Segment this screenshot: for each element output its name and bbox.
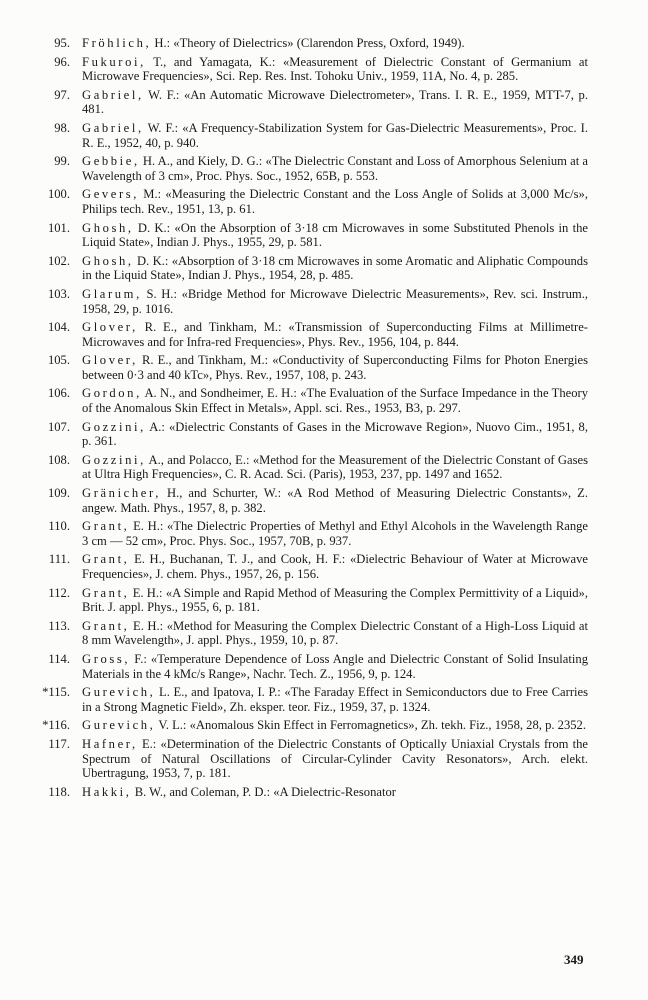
reference-author: Gevers, — [82, 187, 140, 202]
reference-number: 114. — [48, 651, 70, 666]
reference-entry — [20, 486, 588, 515]
reference-entry — [20, 320, 588, 349]
reference-entry — [20, 221, 588, 250]
reference-author: Glover, — [82, 353, 138, 368]
reference-text: R. E., and Tinkham, M.: «Transmission of Superconducting Films at Millimetre-Microwaves and for Infra-red Frequencies», Phys. Rev., 1956, 104, p. 844. — [82, 320, 588, 349]
reference-number: 101. — [47, 220, 70, 235]
reference-number: 106. — [47, 386, 70, 401]
reference-author: Gurevich, — [82, 718, 156, 733]
reference-number: 98. — [54, 120, 70, 135]
reference-entry — [20, 785, 588, 800]
reference-entry — [20, 187, 588, 216]
reference-text: R. E., and Tinkham, M.: «Conductivity of Superconducting Films for Photon Energies between 0·3 and 40 kTc», Phys. Rev., 1957, 108, p. 243. — [82, 353, 588, 382]
reference-number: 118. — [48, 784, 70, 799]
reference-text: A.: «Dielectric Constants of Gases in the Microwave Region», Nuovo Cim., 1951, 8, p. 361. — [82, 419, 588, 449]
reference-entry — [20, 55, 588, 84]
reference-number: *116. — [42, 718, 70, 733]
reference-text: T., and Yamagata, K.: «Measurement of Dielectric Constant of Germanium at Microwave Frequencies», Sci. Rep. Res. Inst. Tohoku Univ., 1959, 11A, No. 4, p. 285. — [82, 54, 588, 84]
reference-author: Fröhlich, — [82, 36, 152, 50]
reference-entry — [20, 287, 588, 316]
reference-number: 107. — [47, 419, 70, 434]
reference-text: H.: «Theory of Dielectrics» (Clarendon Press, Oxford, 1949). — [154, 36, 465, 50]
reference-author: Ghosh, — [82, 253, 134, 268]
reference-author: Ghosh, — [82, 220, 134, 235]
reference-author: Gurevich, — [82, 685, 156, 700]
reference-number: 96. — [54, 54, 70, 69]
reference-number: 100. — [47, 187, 70, 202]
reference-author: Gozzini, — [82, 419, 146, 434]
reference-text: E. H.: «A Simple and Rapid Method of Measuring the Complex Permittivity of a Liquid», Brit. J. appl. Phys., 1955, 6, p. 181. — [82, 585, 588, 615]
reference-entry — [20, 619, 588, 648]
reference-number: 97. — [54, 87, 70, 102]
reference-text: D. K.: «On the Absorption of 3·18 cm Microwaves in some Substituted Phenols in the Liquid State», Indian J. Phys., 1955, 29, p. 581. — [82, 220, 588, 250]
reference-text: F.: «Temperature Dependence of Loss Angle and Dielectric Constant of Solid Insulating Materials in the 4 kMc/s Range», Nachr. Tech. Z., 1956, 9, p. 124. — [82, 651, 588, 681]
reference-author: Gross, — [82, 651, 131, 666]
reference-author: Grant, — [82, 585, 130, 600]
reference-author: Gabriel, — [82, 87, 144, 102]
reference-number: 105. — [47, 353, 70, 368]
reference-number: 112. — [48, 585, 70, 600]
reference-entry — [20, 88, 588, 117]
reference-entry — [20, 718, 588, 733]
reference-number: 109. — [47, 486, 70, 501]
reference-author: Gozzini, — [82, 452, 146, 467]
reference-entry — [20, 519, 588, 548]
reference-author: Gordon, — [82, 386, 142, 401]
reference-author: Hakki, — [82, 784, 132, 799]
reference-author: Gabriel, — [82, 120, 144, 135]
reference-number: 95. — [54, 36, 70, 50]
reference-number: 108. — [47, 452, 70, 467]
reference-number: 117. — [48, 736, 70, 751]
reference-number: 102. — [47, 253, 70, 268]
reference-entry — [20, 154, 588, 183]
reference-entry — [20, 552, 588, 581]
reference-entry — [20, 121, 588, 150]
reference-entry — [20, 652, 588, 681]
reference-entry — [20, 420, 588, 449]
reference-text: A. N., and Sondheimer, E. H.: «The Evaluation of the Surface Impedance in the Theory of the Anomalous Skin Effect in Metals», Appl. sci. Res., 1953, B3, p. 297. — [82, 386, 588, 416]
reference-text: W. F.: «A Frequency-Stabilization System for Gas-Dielectric Measurements», Proc. I. R. E., 1952, 40, p. 940. — [82, 120, 589, 150]
reference-text: S. H.: «Bridge Method for Microwave Dielectric Measurements», Rev. sci. Instrum., 1958, 29, p. 1016. — [82, 286, 589, 316]
reference-entry — [20, 353, 588, 382]
reference-entry — [20, 453, 588, 482]
reference-entry — [20, 36, 588, 51]
reference-text: L. E., and Ipatova, I. P.: «The Faraday Effect in Semiconductors due to Free Carries in a Strong Magnetic Field», Zh. eksper. teor. Fiz., 1959, 37, p. 1324. — [82, 685, 589, 714]
reference-number: 111. — [48, 552, 70, 567]
reference-number: 99. — [54, 154, 70, 169]
reference-text: B. W., and Coleman, P. D.: «A Dielectric-Resonator — [134, 784, 396, 799]
reference-list — [20, 36, 588, 803]
reference-author: Grant, — [82, 519, 130, 534]
reference-text: E. H.: «The Dielectric Properties of Methyl and Ethyl Alcohols in the Wavelength Range 3 cm — 52 cm», Proc. Phys. Soc., 1957, 70B, p. 937. — [82, 519, 588, 548]
reference-text: H. A., and Kiely, D. G.: «The Dielectric Constant and Loss of Amorphous Selenium at a Wavelength of 3 cm», Proc. Phys. Soc., 1952, 65B, p. 553. — [82, 154, 588, 183]
reference-entry — [20, 737, 588, 781]
reference-number: 103. — [47, 286, 70, 301]
reference-text: V. L.: «Anomalous Skin Effect in Ferromagnetics», Zh. tekh. Fiz., 1958, 28, p. 2352. — [158, 718, 587, 733]
reference-author: Glover, — [82, 320, 138, 335]
reference-number: *115. — [42, 685, 70, 700]
reference-text: D. K.: «Absorption of 3·18 cm Microwaves in some Aromatic and Aliphatic Compounds in the Liquid State», Indian J. Phys., 1954, 28, p. 485. — [82, 253, 589, 283]
reference-text: E. H.: «Method for Measuring the Complex Dielectric Constant of a High-Loss Liquid at 8 mm Wavelength», J. appl. Phys., 1959, 10, p. 87. — [82, 618, 588, 648]
reference-author: Fukuroi, — [82, 54, 146, 69]
reference-author: Gränicher, — [82, 486, 161, 501]
page-number: 349 — [564, 952, 584, 967]
reference-text: A., and Polacco, E.: «Method for the Measurement of the Dielectric Constant of Gases at Ultra High Frequencies», C. R. Acad. Sci. (Paris), 1953, 237, pp. 1497 and 1652. — [82, 452, 588, 482]
reference-number: 113. — [48, 618, 70, 633]
reference-author: Hafner, — [82, 736, 138, 751]
reference-text: W. F.: «An Automatic Microwave Dielectrometer», Trans. I. R. E., 1959, MTT-7, p. 481. — [82, 87, 588, 117]
reference-author: Glarum, — [82, 286, 142, 301]
reference-entry — [20, 586, 588, 615]
reference-author: Grant, — [82, 552, 130, 567]
reference-author: Gebbie, — [82, 154, 140, 169]
reference-author: Grant, — [82, 618, 130, 633]
reference-text: E. H., Buchanan, T. J., and Cook, H. F.: «Dielectric Behaviour of Water at Microwave Frequencies», J. chem. Phys., 1957, 26, p. 156. — [82, 552, 588, 581]
reference-text: H., and Schurter, W.: «A Rod Method of Measuring Dielectric Constants», Z. angew. Math. Phys., 1957, 8, p. 382. — [82, 486, 588, 515]
reference-text: E.: «Determination of the Dielectric Constants of Optically Uniaxial Crystals from the Spectrum of Natural Oscillations of Circular-Cylinder Cavity Resonators», Arch. elekt. Ubertragung, 1953, 7, p. 181. — [82, 736, 589, 781]
reference-entry — [20, 254, 588, 283]
reference-entry — [20, 685, 588, 714]
reference-text: M.: «Measuring the Dielectric Constant and the Loss Angle of Solids at 3,000 Mc/s», Philips tech. Rev., 1951, 13, p. 61. — [82, 187, 588, 216]
reference-number: 110. — [48, 519, 70, 534]
reference-number: 104. — [47, 320, 70, 335]
reference-entry — [20, 386, 588, 415]
